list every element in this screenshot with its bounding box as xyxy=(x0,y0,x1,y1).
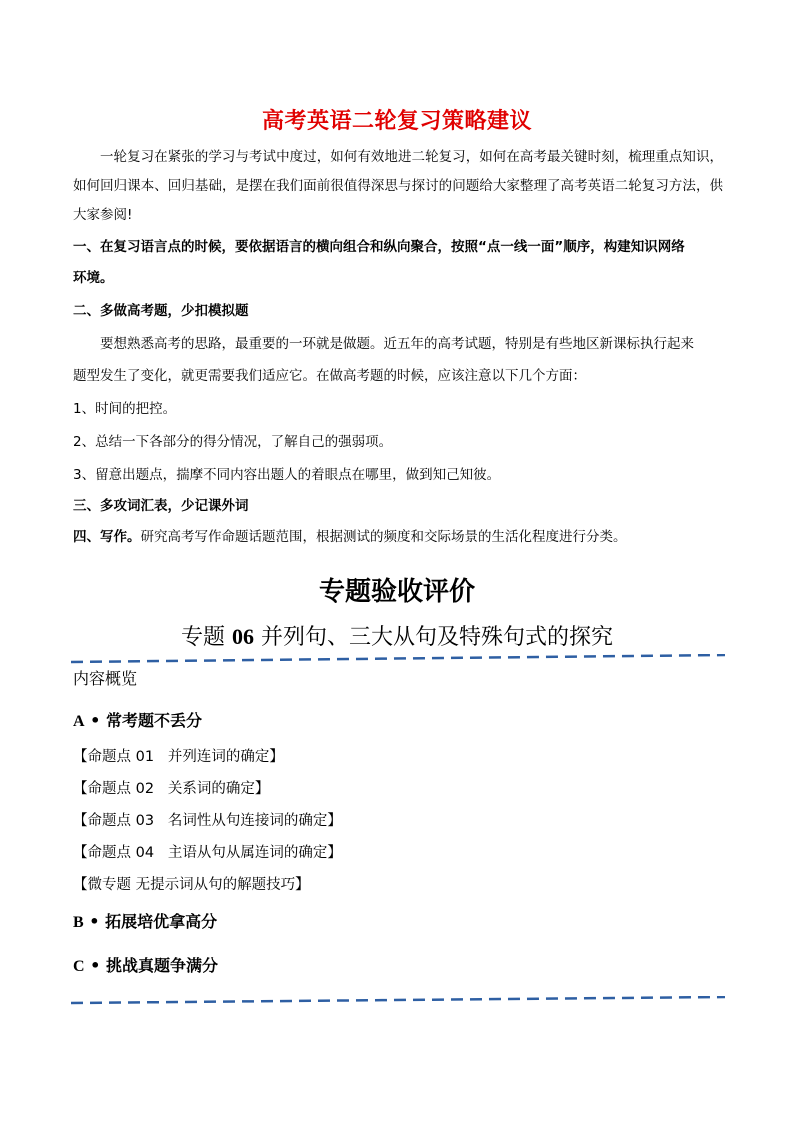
part-b-heading xyxy=(73,909,217,932)
point-4-label: 四、写作。 xyxy=(73,529,141,545)
para-2-line-1: 要想熟悉高考的思路，最重要的一环就是做题。近五年的高考试题，特别是有些地区新课标执行起来 xyxy=(100,336,694,352)
topic-heading xyxy=(0,620,794,651)
part-b-bullet: • xyxy=(89,912,100,931)
intro-paragraph: 一轮复习在紧张的学习与考试中度过，如何有效地进二轮复习，如何在高考最关键时刻，梳理重点知识，如何回归课本、回归基础，是摆在我们面前很值得深思与探讨的问题给大家整理了高考英语二轮复习方法，供大家参阅! xyxy=(73,149,723,223)
part-c-letter: C xyxy=(73,958,85,975)
list-item-1: 1、时间的把控。 xyxy=(73,401,177,417)
para-2-line-2: 题型发生了变化，就更需要我们适应它。在做高考题的时候，应该注意以下几个方面： xyxy=(73,368,586,384)
topic-point-04: 【命题点 04 主语从句从属连词的确定】 xyxy=(73,845,342,861)
part-b-letter: B xyxy=(73,914,84,931)
list-item-3: 3、留意出题点，揣摩不同内容出题人的着眼点在哪里，做到知己知彼。 xyxy=(73,467,501,483)
point-4-line xyxy=(73,523,723,551)
part-c-heading xyxy=(73,953,218,976)
part-a-heading xyxy=(73,708,202,731)
topic-point-01: 【命题点 01 并列连词的确定】 xyxy=(73,749,284,765)
part-b-label: 拓展培优拿高分 xyxy=(105,912,218,931)
point-1-line-2: 环境。 xyxy=(73,270,114,286)
point-4-text: 研究高考写作命题话题范围，根据测试的频度和交际场景的生活化程度进行分类。 xyxy=(140,529,627,545)
part-a-label: 常考题不丢分 xyxy=(105,711,202,730)
topic-point-03: 【命题点 03 名词性从句连接词的确定】 xyxy=(73,813,342,829)
topic-number: 06 xyxy=(232,624,254,649)
point-1-line-1: 一、在复习语言点的时候，要依据语言的横向组合和纵向聚合，按照“点一线一面”顺序，构建知识网络 xyxy=(73,239,685,255)
topic-prefix: 专题 xyxy=(180,625,225,650)
page-title: 高考英语二轮复习策略建议 xyxy=(261,109,532,134)
part-c-label: 挑战真题争满分 xyxy=(105,956,218,975)
point-2-heading: 二、多做高考题，少扣模拟题 xyxy=(73,303,249,319)
part-a-bullet: • xyxy=(90,711,101,730)
topic-title: 并列句、三大从句及特殊句式的探究 xyxy=(261,625,614,650)
list-item-2: 2、总结一下各部分的得分情况，了解自己的强弱项。 xyxy=(73,434,393,450)
overview-label: 内容概览 xyxy=(73,669,138,688)
topic-point-02: 【命题点 02 关系词的确定】 xyxy=(73,781,270,797)
part-a-letter: A xyxy=(73,713,85,730)
point-3-heading: 三、多攻词汇表，少记课外词 xyxy=(73,498,249,514)
part-c-bullet: • xyxy=(90,956,101,975)
section-heading: 专题验收评价 xyxy=(318,577,475,607)
micro-topic: 【微专题 无提示词从句的解题技巧】 xyxy=(73,877,310,893)
